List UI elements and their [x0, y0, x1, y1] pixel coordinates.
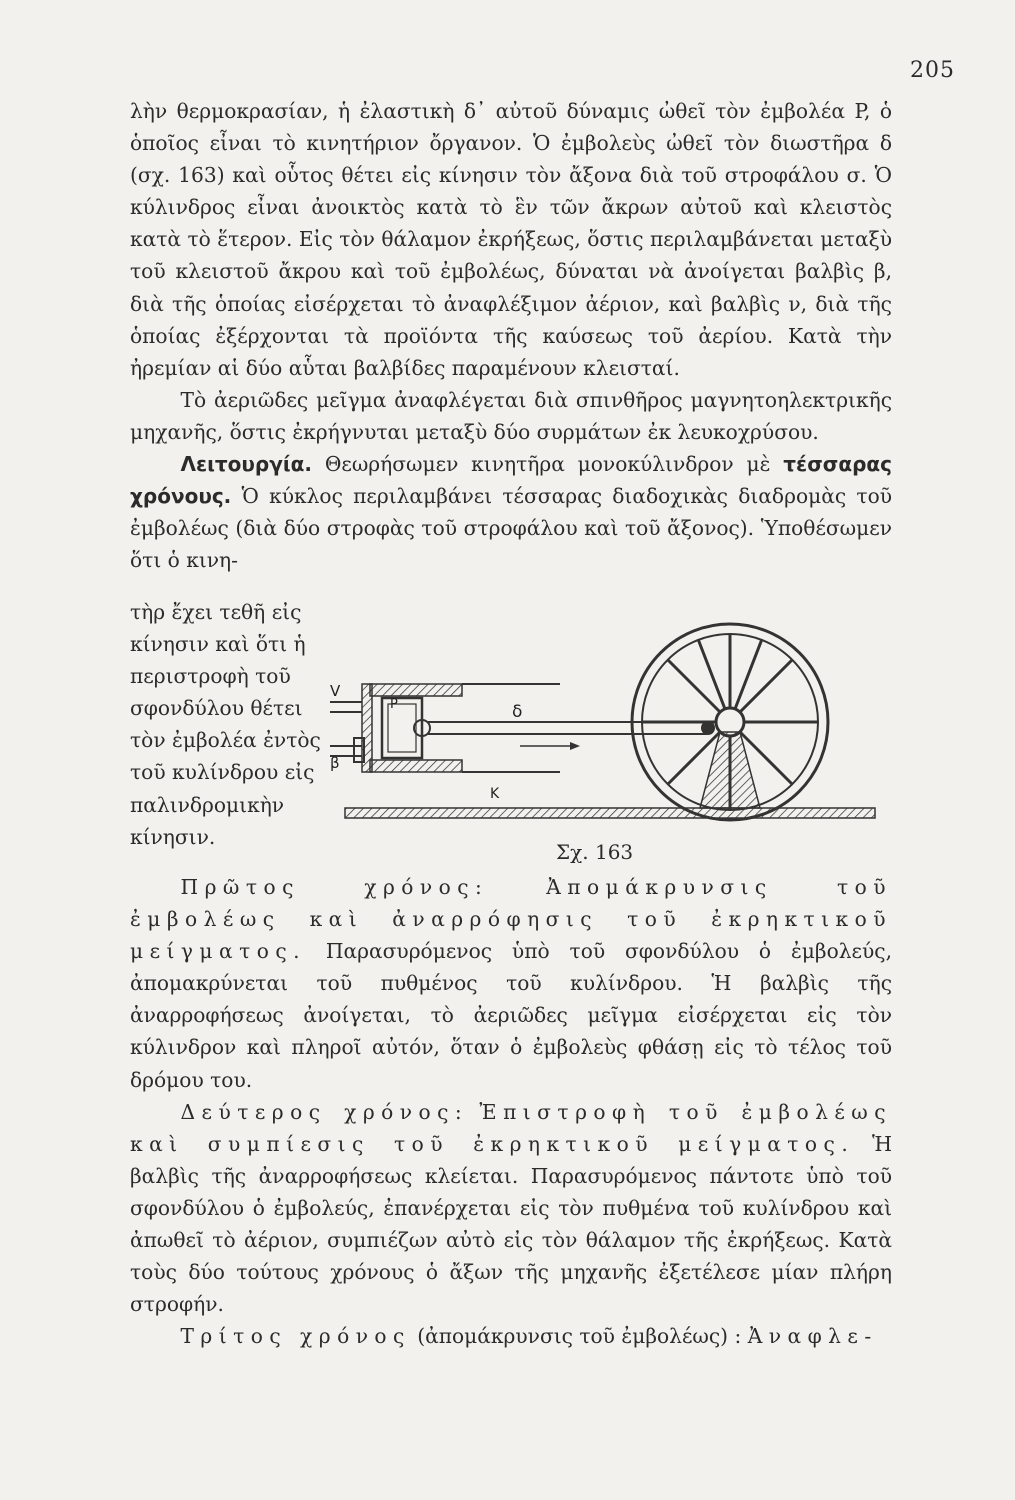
engine-figure [330, 612, 890, 827]
flywheel [632, 624, 828, 820]
paragraph-ignition: Τὸ ἀεριῶδες μεῖγμα ἀναφλέγεται διὰ σπινθῆρος μαγνητοηλεκτρικῆς μηχανῆς, ὅστις ἐκρήγνυται μεταξὺ δύο συρμάτων ἐκ λευκοχρύσου. [130, 387, 892, 444]
label-p: P [390, 697, 398, 712]
label-b: β [330, 754, 340, 772]
paragraph-third-stroke [130, 1320, 892, 1352]
paragraph-first-stroke [130, 871, 892, 1096]
engine-diagram [330, 612, 890, 827]
figure-side-text [130, 596, 325, 853]
float-paragraph: τὴρ ἔχει τεθῆ εἰς κίνησιν καὶ ὅτι ἡ περιστροφὴ τοῦ σφονδύλου θέτει τὸν ἐμβολέα ἐντὸς τοῦ κυλίνδρου εἰς παλινδρομικὴν κίνησιν. [130, 600, 321, 849]
page-number: 205 [910, 58, 955, 83]
first-stroke-title: Πρῶτος χρόνος: [180, 875, 489, 899]
operation-text-b: Ὁ κύκλος περιλαμβάνει τέσσαρας διαδοχικὰς διαδρομὰς τοῦ ἐμβολέως (διὰ δύο στροφὰς τοῦ στροφάλου καὶ τοῦ ἄξονος). Ὑποθέσωμεν ὅτι ὁ κινη- [130, 484, 892, 573]
operation-text-a: Θεωρήσωμεν κινητῆρα μονοκύλινδρον μὲ [311, 452, 784, 477]
first-stroke-text: Παρασυρόμενος ὑπὸ τοῦ σφονδύλου ὁ ἐμβολεύς, ἀπομακρύνεται τοῦ πυθμένος τοῦ κυλίνδρου. Ἡ βαλβὶς τῆς ἀναρροφήσεως ἀνοίγεται, τὸ ἀεριῶδες μεῖγμα εἰσέρχεται εἰς τὸν κύλινδρον καὶ πληροῖ αὐτόν, ὅταν ὁ ἐμβολεὺς φθάσῃ εἰς τὸ τέλος τοῦ δρόμου του. [130, 939, 892, 1092]
first-stroke-subtitle: Ἀπομάκρυνσις τοῦ ἐμβολέως καὶ ἀναρρόφησις τοῦ ἐκρηκτικοῦ μείγματος. [130, 875, 892, 964]
motion-arrow [520, 742, 580, 750]
second-stroke-subtitle: Ἐπιστροφὴ τοῦ ἐμβολέως καὶ συμπίεσις τοῦ ἐκρηκτικοῦ μείγματος. [130, 1099, 892, 1156]
third-stroke-title: Τρίτος χρόνος [180, 1324, 411, 1349]
valves [330, 702, 364, 762]
label-k: K [490, 786, 500, 802]
ground-base [345, 808, 875, 818]
paragraph-second-stroke [130, 1096, 892, 1321]
body-text-top [130, 95, 892, 576]
paragraph-pressure: λὴν θερμοκρασίαν, ἡ ἐλαστικὴ δ᾽ αὐτοῦ δύναμις ὠθεῖ τὸν ἐμβολέα P, ὁ ὁποῖος εἶναι τὸ κινητήριον ὄργανον. Ὁ ἐμβολεὺς ὠθεῖ τὸν διωστῆρα δ (σχ. 163) καὶ οὗτος θέτει εἰς κίνησιν τὸν ἄξονα διὰ τοῦ στροφάλου σ. Ὁ κύλινδρος εἶναι ἀνοικτὸς κατὰ τὸ ἓν τῶν ἄκρων αὐτοῦ καὶ κλειστὸς κατὰ τὸ ἕτερον. Εἰς τὸν θάλαμον ἐκρήξεως, ὅστις περιλαμβάνεται μεταξὺ τοῦ κλειστοῦ ἄκρου καὶ τοῦ ἐμβολέως, δύναται νὰ ἀνοίγεται βαλβὶς β, διὰ τῆς ὁποίας εἰσέρχεται τὸ ἀναφλέξιμον ἀέριον, καὶ βαλβὶς ν, διὰ τῆς ὁποίας ἐξέρχονται τὰ προϊόντα τῆς καύσεως τοῦ ἀερίου. Κατὰ τὴν ἠρεμίαν αἱ δύο αὗται βαλβίδες παραμένουν κλεισταί. [130, 99, 892, 380]
second-stroke-text: Ἡ βαλβὶς τῆς ἀναρροφήσεως κλείεται. Παρασυρόμενος πάντοτε ὑπὸ τοῦ σφονδύλου ὁ ἐμβολεύς, ἐπανέρχεται εἰς τὸν πυθμένα τοῦ κυλίνδρου καὶ ἀπωθεῖ τὸ ἀέριον, συμπιέζων αὐτὸ εἰς τὸν θάλαμον τῆς ἐκρήξεως. Κατὰ τοὺς δύο τούτους χρόνους ὁ ἄξων τῆς μηχανῆς ἐξετέλεσε μίαν πλήρη στροφήν. [130, 1131, 892, 1317]
second-stroke-title: Δεύτερος χρόνος: [180, 1099, 469, 1124]
third-stroke-subtitle: Ἀναφλε- [747, 1324, 878, 1349]
label-v: V [330, 682, 341, 700]
body-text-bottom [130, 871, 892, 1352]
operation-heading: Λειτουργία. [180, 452, 312, 477]
figure-caption: Σχ. 163 [556, 840, 634, 864]
operation-bold-phrase: τέσσαρας χρόνους. [130, 452, 892, 509]
third-stroke-text: (ἀπομάκρυνσις τοῦ ἐμβολέως) : [410, 1324, 748, 1349]
label-d: δ [512, 702, 523, 722]
paragraph-operation [130, 448, 892, 576]
